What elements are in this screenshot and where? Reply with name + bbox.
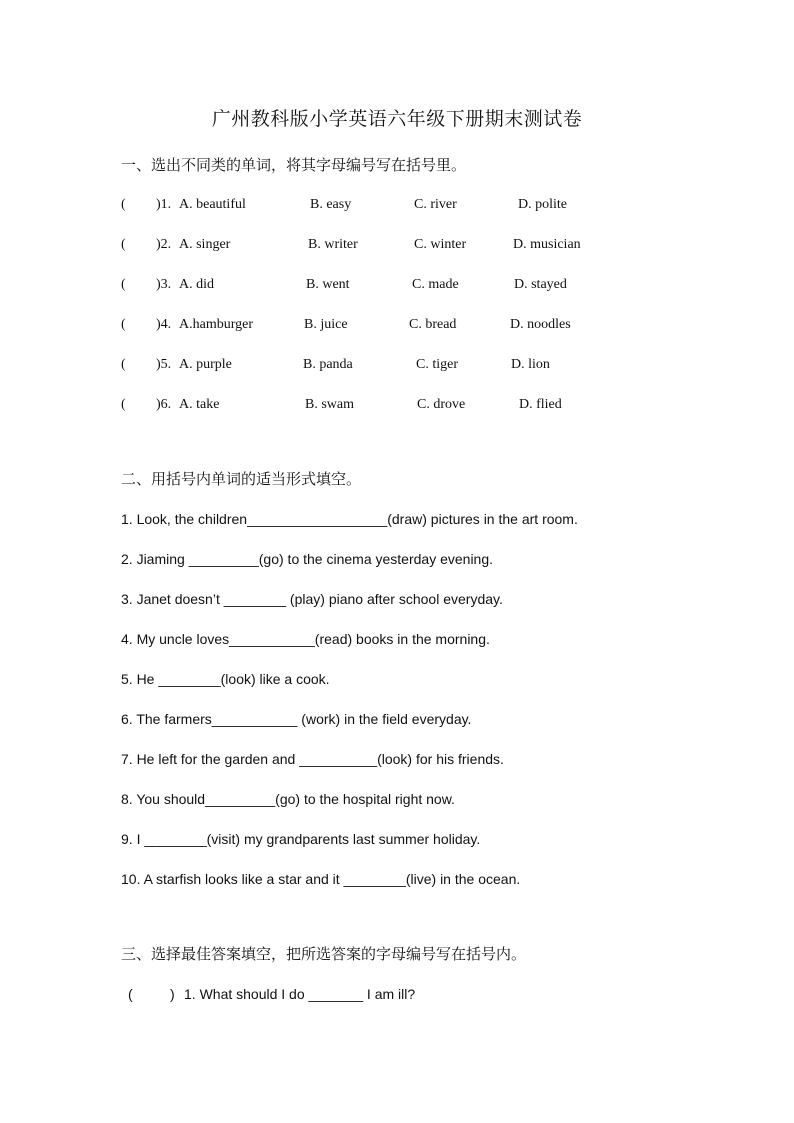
answer-paren[interactable]: ( (121, 317, 126, 332)
option-b: B. swam (305, 397, 354, 412)
question-text: 1. What should I do _______ I am ill? (184, 986, 416, 1002)
option-d: D. stayed (514, 277, 567, 292)
option-c: C. tiger (416, 357, 458, 372)
fill-item-9[interactable]: 9. I ________(visit) my grandparents last summer holiday. (121, 831, 481, 847)
question-number: )1. (156, 197, 172, 212)
answer-paren-close[interactable]: ) (170, 986, 175, 1002)
option-b: B. easy (310, 197, 352, 212)
option-c: C. winter (414, 237, 467, 252)
option-c: C. bread (409, 317, 457, 332)
question-number: )3. (156, 277, 172, 292)
question-number: )2. (156, 237, 172, 252)
fill-item-3[interactable]: 3. Janet doesn’t ________ (play) piano after school everyday. (121, 591, 503, 607)
mc-row-2 (121, 237, 681, 257)
option-b: B. writer (308, 237, 358, 252)
answer-paren[interactable]: ( (121, 237, 126, 252)
option-a: A.hamburger (179, 317, 253, 332)
question-number: )6. (156, 397, 172, 412)
option-c: C. drove (417, 397, 466, 412)
fill-item-4[interactable]: 4. My uncle loves___________(read) books in the morning. (121, 631, 490, 647)
fill-item-8[interactable]: 8. You should_________(go) to the hospital right now. (121, 791, 455, 807)
option-a: A. beautiful (179, 197, 246, 212)
fill-item-5[interactable]: 5. He ________(look) like a cook. (121, 671, 330, 687)
option-a: A. take (179, 397, 220, 412)
option-a: A. singer (179, 237, 231, 252)
answer-paren[interactable]: ( (121, 397, 126, 412)
mc-row-3 (121, 277, 681, 297)
option-d: D. polite (518, 197, 567, 212)
section3-heading: 三、选择最佳答案填空，把所选答案的字母编号写在括号内。 (121, 945, 527, 963)
option-a: A. did (179, 277, 214, 292)
page-title: 广州教科版小学英语六年级下册期末测试卷 (211, 108, 583, 130)
answer-paren[interactable]: ( (121, 197, 126, 212)
question-number: )5. (156, 357, 172, 372)
option-d: D. musician (513, 237, 581, 252)
option-b: B. juice (304, 317, 348, 332)
mc-row-1 (121, 197, 681, 217)
mc-row-6 (121, 397, 681, 417)
fill-item-2[interactable]: 2. Jiaming _________(go) to the cinema yesterday evening. (121, 551, 494, 567)
answer-paren-open[interactable]: ( (128, 986, 133, 1002)
option-b: B. panda (303, 357, 353, 372)
fill-item-1[interactable]: 1. Look, the children__________________(draw) pictures in the art room. (121, 511, 578, 527)
option-c: C. river (414, 197, 457, 212)
answer-paren[interactable]: ( (121, 277, 126, 292)
option-d: D. flied (519, 397, 562, 412)
option-d: D. lion (511, 357, 550, 372)
mc-row-5 (121, 357, 681, 377)
fill-item-7[interactable]: 7. He left for the garden and __________(look) for his friends. (121, 751, 504, 767)
option-d: D. noodles (510, 317, 571, 332)
mc-row-4 (121, 317, 681, 337)
section2-heading: 二、用括号内单词的适当形式填空。 (121, 470, 362, 488)
answer-paren[interactable]: ( (121, 357, 126, 372)
section1-heading: 一、选出不同类的单词，将其字母编号写在括号里。 (121, 156, 467, 174)
question-number: )4. (156, 317, 172, 332)
option-c: C. made (412, 277, 459, 292)
fill-item-10[interactable]: 10. A starfish looks like a star and it ________(live) in the ocean. (121, 871, 521, 887)
option-a: A. purple (179, 357, 232, 372)
fill-item-6[interactable]: 6. The farmers___________ (work) in the field everyday. (121, 711, 472, 727)
option-b: B. went (306, 277, 350, 292)
